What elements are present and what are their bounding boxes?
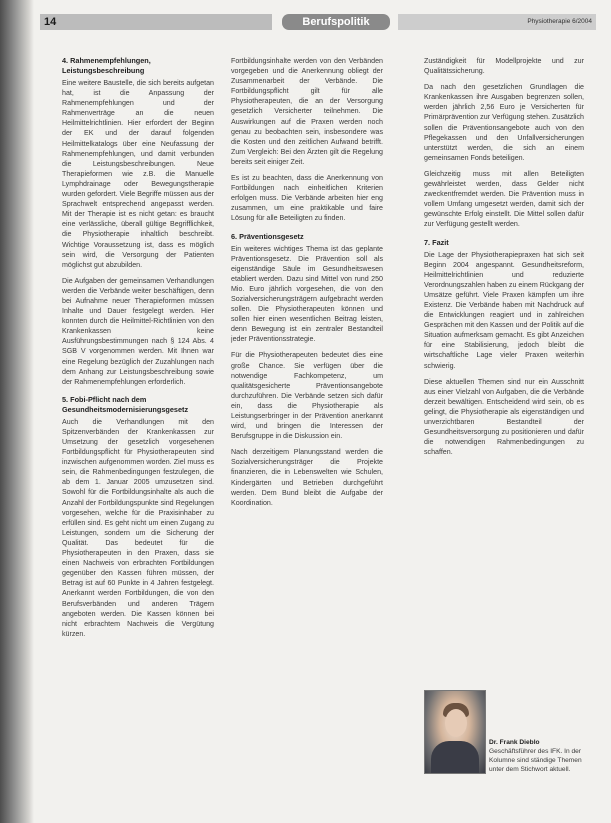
body-paragraph: Eine weitere Baustelle, die sich bereits aufgetan hat, ist die Anpassung der Rahmenempfehlungen und der Rahmenverträge an die neuen Heilmittelrichtlinien. Hier erfordert der Beginn der EK und der darauf folgenden Heilmittelkatalogs über eine Neufassung der Rahmenempfehlungen, und damit verbunden die Leistungsbeschreibungen. Neue Therapieformen wie z.B. die Manuelle Lymphdrainage oder Bewegungstherapie wurden gefordert. Viele Begriffe müssen aus der Sprachwelt entsprechend angepasst werden. Mit der Therapie ist es nicht getan: es braucht eine verlässliche, überall gültige Begrifflichkeit, die Physiotherapie inhaltlich beschreibt. Wichtige Voraussetzung ist, dass es möglich sein wird, die Versorgung der Patienten möglichst gut abzubilden. <box>62 79 214 269</box>
photo-body-shape <box>431 741 479 773</box>
binding-shadow <box>0 0 34 823</box>
section-heading: 6. Präventionsgesetz <box>231 231 304 241</box>
body-paragraph: Da nach den gesetzlichen Grundlagen die Krankenkassen ihre Ausgaben begrenzen sollen, werden jährlich 2,56 Euro je Versicherten für Primärprävention zur Verfügung stehen. Zusätzlich sollen die Präventionsangebote auch von den Pflegekassen und den Unfallversicherungen unterstützt werden, die sich an einem gemeinsamen Fonds beteiligen. <box>424 83 584 162</box>
author-description: Geschäftsführer des IFK. In der Kolumne sind ständige Themen unter dem Stichwort aktuell. <box>489 748 582 773</box>
section-heading: 7. Fazit <box>424 237 449 247</box>
column-3 <box>424 56 584 684</box>
body-paragraph: Für die Physiotherapeuten bedeutet dies eine große Chance. Sie verfügen über die notwendige Fachkompetenz, um qualitätsgesicherte Präventionsangebote durchzuführen. Die Verbände setzen sich dafür ein, dass die Physiotherapie als Leistungserbringer in der Prävention anerkannt wird, und bringen die Interessen der Berufsgruppe in die Diskussion ein. <box>231 351 383 441</box>
body-paragraph: Nach derzeitigem Planungsstand werden die Sozialversicherungsträger die Projekte finanzieren, die in Lebenswelten wie Schulen, Kindergärten und Betrieben durchgeführt werden. Dem Bund bleibt die Aufgabe der Koordination. <box>231 448 383 507</box>
body-paragraph: Die Aufgaben der gemeinsamen Verhandlungen werden die Verbände weiter beschäftigen, denn bei Aufnahme neuer Therapieformen müssen Inhalte und Dauer festgelegt werden. Hier konnten durch die Heilmittel-Richtlinien von den Krankenkassen keine Ausführungsbestimmungen nach § 124 Abs. 4 SGB V vorgenommen werden. Mit Ihnen war eine Regelung bezüglich der Zuzahlungen nach dem Anhang zur Leistungsbeschreibung sowie der Rahmenempfehlungen erforderlich. <box>62 276 214 386</box>
body-paragraph: Es ist zu beachten, dass die Anerkennung von Fortbildungen nach einheitlichen Kriterien erfolgen muss. Die Verbände arbeiten hier eng zusammen, um eine praktikable und faire Lösung für alle Beteiligten zu finden. <box>231 174 383 223</box>
section-heading: 4. Rahmenempfehlungen, Leistungsbeschreibung <box>62 56 151 75</box>
column-1 <box>62 56 214 816</box>
section-title: Berufspolitik <box>282 14 390 30</box>
body-paragraph: Fortbildungsinhalte werden von den Verbänden vorgegeben und die Anerkennung obliegt der Zusammenarbeit der Verbände. Die Fortbildungspflicht gilt für alle Physiotherapeuten, die an der Versorgung gesetzlich Versicherter teilnehmen. Die Auswirkungen auf die Praxen werden noch genau zu beobachten sein, insbesondere was die Kosten und den zeitlichen Aufwand betrifft. Zum Vergleich: Bei den Ärzten gilt die Regelung bereits seit einiger Zeit. <box>231 57 383 166</box>
body-paragraph: Auch die Verhandlungen mit den Spitzenverbänden der Krankenkassen zur Umsetzung der gesetzlich vorgesehenen Fortbildungspflicht für Physiotherapeuten sind inzwischen aufgenommen worden. Ziel muss es sein, die Rahmenbedingungen festzulegen, die ab dem 1. Januar 2005 umzusetzen sind. Sowohl für die Fortbildungsinhalte als auch die Anzahl der Fortbildungspunkte sind Regelungen vorgesehen, welche für die Praxisinhaber zu erfüllen sind. Es geht nicht um einen Zugang zu Leistungen, sondern um die Sicherung der Qualität. Das bedeutet für die Physiotherapeuten in den Praxen, dass sie einen Nachweis von erbrachten Fortbildungen gegenüber den Kassen führen müssen, der Betrag ist auf 60 Punkte in 4 Jahren festgelegt. Anerkannt werden Fortbildungen, die von den Berufsverbänden und anderen Trägern angeboten werden. Die Kassen können bei nicht erbrachtem Nachweis die Vergütung kürzen. <box>62 417 214 638</box>
body-paragraph: Diese aktuellen Themen sind nur ein Ausschnitt aus einer Vielzahl von Aufgaben, die die Verbände derzeit bewältigen. Entscheidend wird sein, ob es gelingt, die Physiotherapie als eigenständigen und unverzichtbaren Bestandteil der Gesundheitsversorgung zu positionieren und dafür die notwendigen Rahmenbedingungen zu schaffen. <box>424 377 584 457</box>
issue-label: Physiotherapie 6/2004 <box>398 14 596 30</box>
author-name: Dr. Frank Dieblo <box>489 739 540 746</box>
section-heading: 5. Fobi-Pflicht nach dem Gesundheitsmodernisierungsgesetz <box>62 394 189 414</box>
photo-face-shape <box>445 709 467 737</box>
body-paragraph: Die Lage der Physiotherapiepraxen hat sich seit Beginn 2004 angespannt. Gesundheitsreform, Heilmittelrichtlinien und reduzierte Verordnungszahlen haben zu einem Rückgang der Umsätze geführt. Viele Praxen kämpfen um ihre Existenz. Die Verbände haben mit Nachdruck auf die Entwicklungen reagiert und in zahlreichen Gesprächen mit den Kassen und der Politik auf die Situation aufmerksam gemacht. Es gibt Anzeichen für eine Stabilisierung, jedoch bleibt die wirtschaftliche Lage vieler Praxen weiterhin schwierig. <box>424 250 584 370</box>
page-number: 14 <box>40 14 272 30</box>
page-header <box>40 14 600 32</box>
author-photo <box>424 690 486 774</box>
body-paragraph: Zuständigkeit für Modellprojekte und zur Qualitätssicherung. <box>424 57 584 76</box>
body-paragraph: Gleichzeitig muss mit allen Beteiligten gewährleistet werden, dass Gelder nicht zweckentfremdet werden. Die Prävention muss in vollem Umfang umgesetzt werden, damit sich der gewünschte Erfolg einstellt. Die Mittel sollen dafür zur Verfügung gestellt werden. <box>424 169 584 229</box>
author-caption <box>489 738 587 774</box>
column-2 <box>231 56 383 816</box>
body-paragraph: Ein weiteres wichtiges Thema ist das geplante Präventionsgesetz. Die Prävention soll als eigenständige Säule im Gesundheitswesen etabliert werden. Dazu sind Mittel von rund 250 Mio. Euro jährlich vorgesehen, die von den Sozialversicherungsträgern aufgebracht werden sollen. Die Physiotherapeuten können und sollen hier einen wesentlichen Beitrag leisten, denn Bewegung ist ein zentraler Bestandteil jeder Präventionsstrategie. <box>231 244 383 344</box>
